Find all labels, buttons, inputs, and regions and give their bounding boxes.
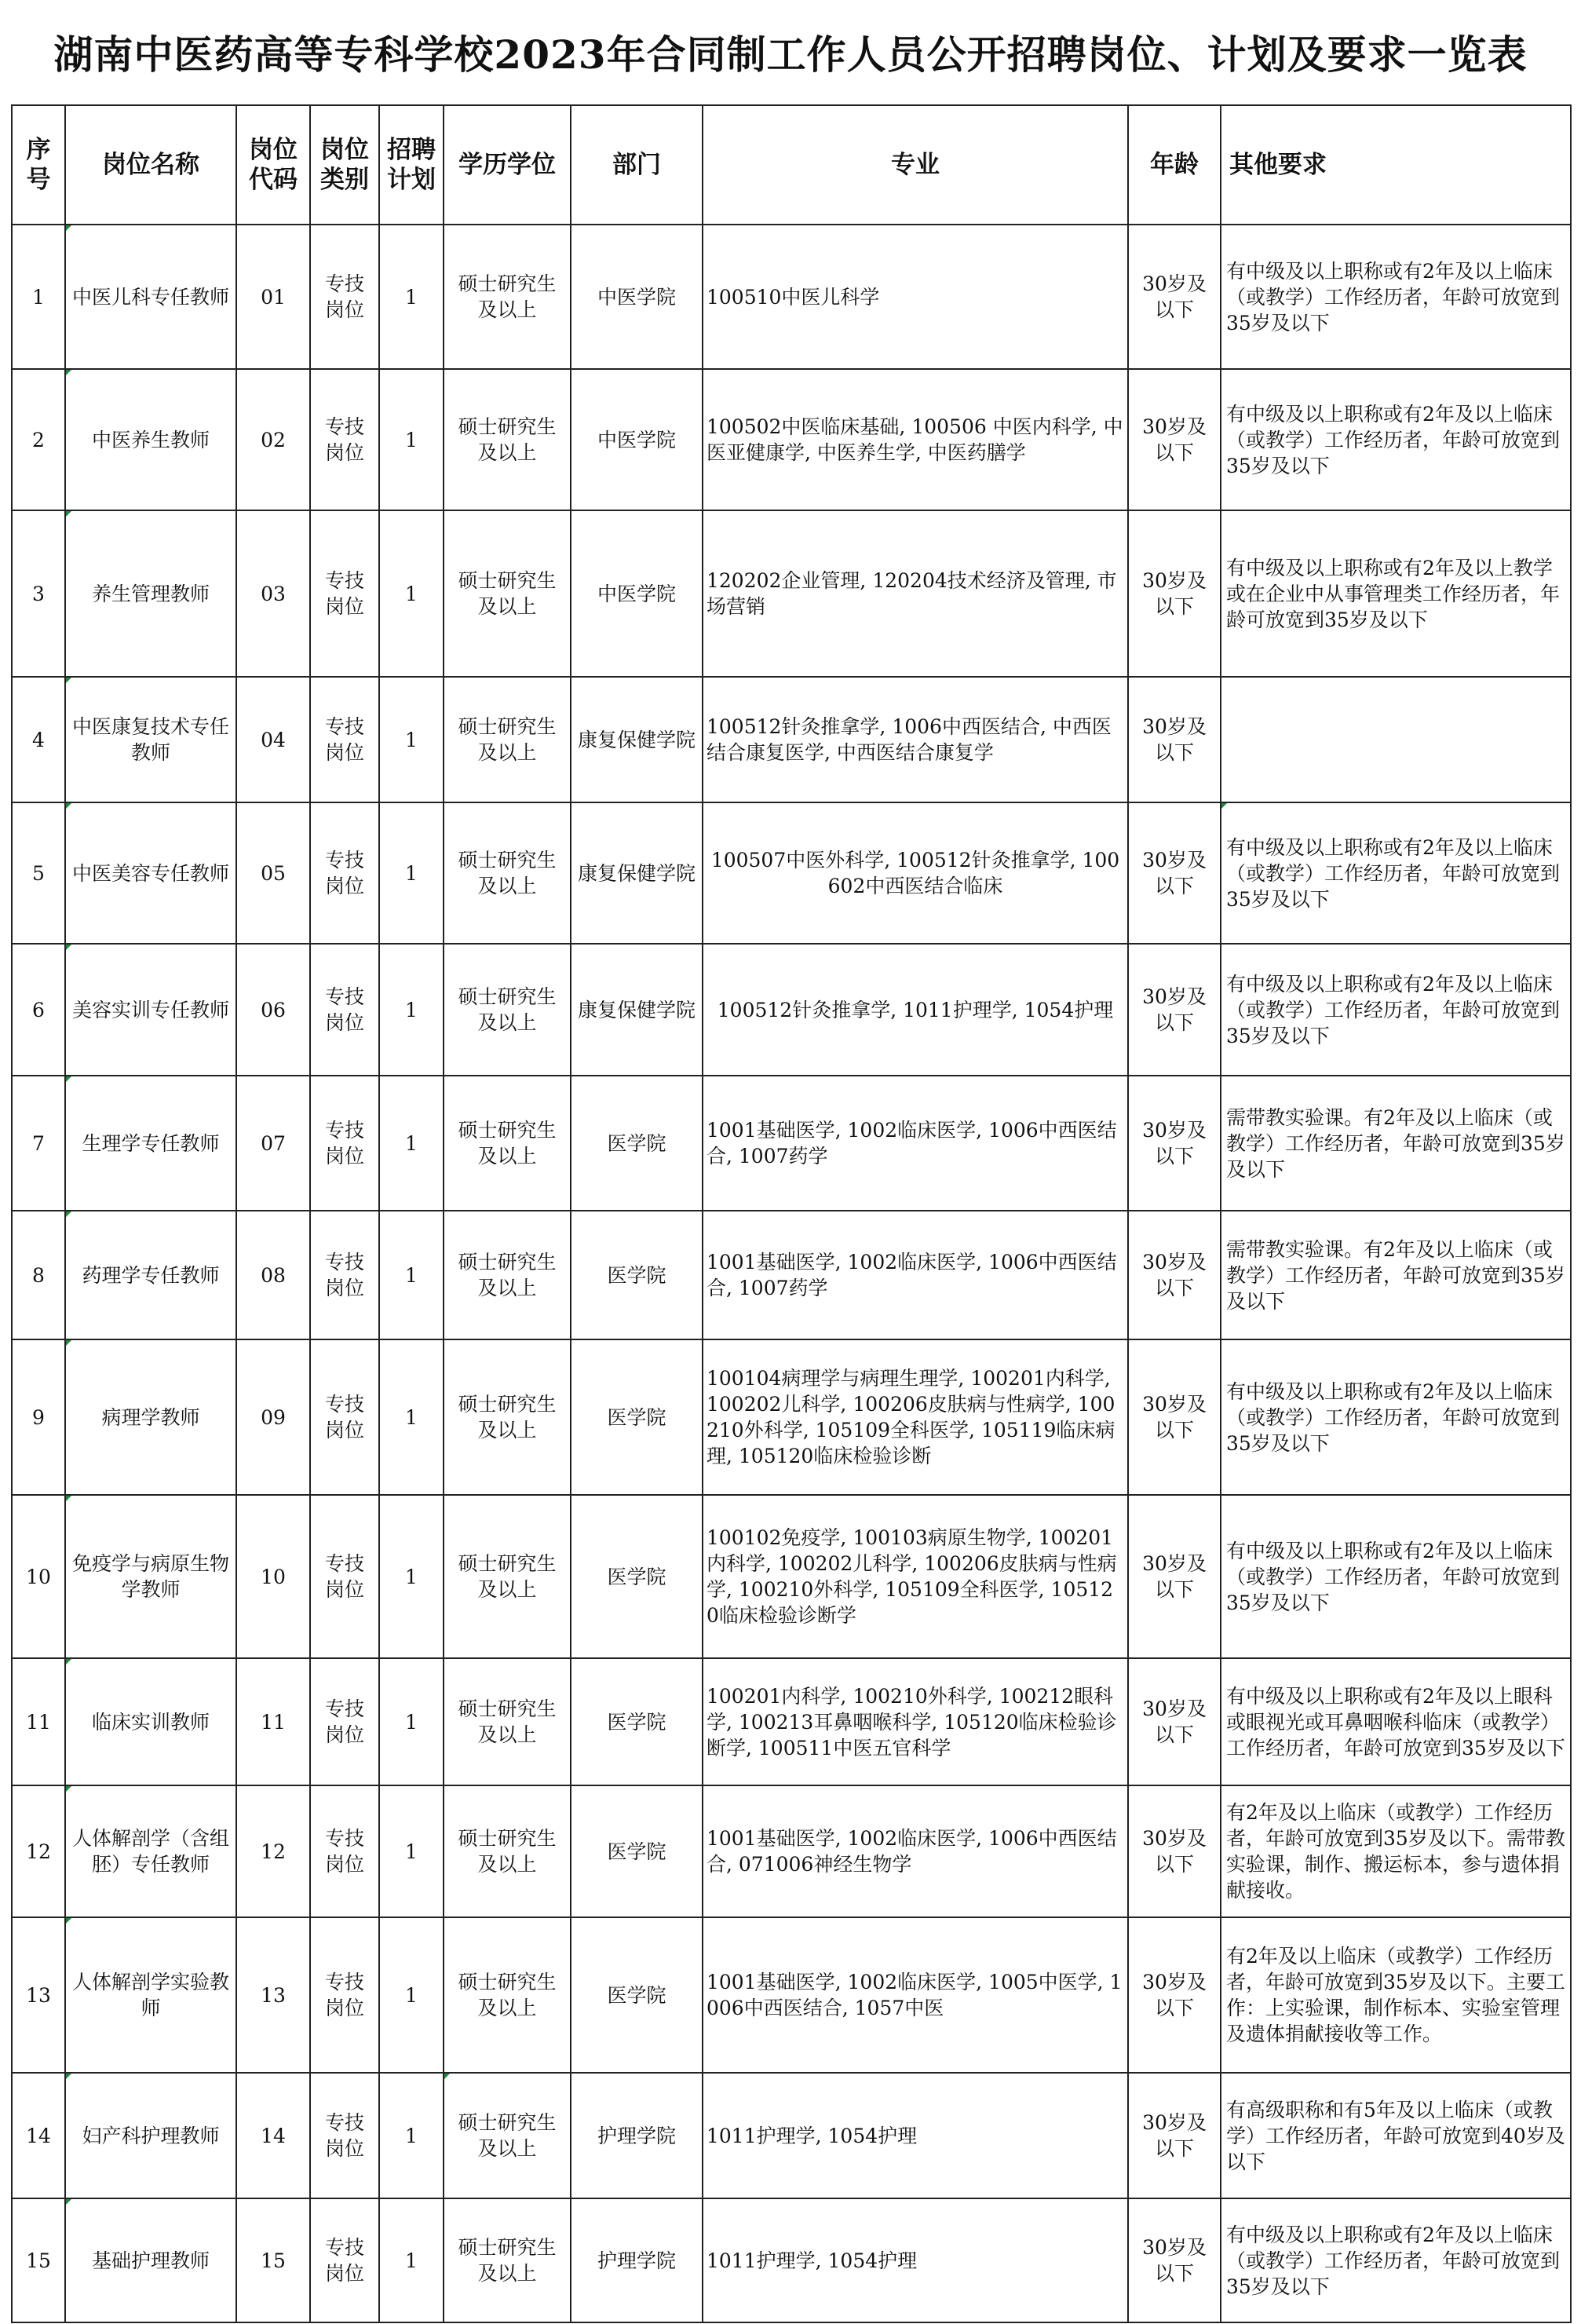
- cell-code: 15: [236, 2198, 310, 2322]
- cell-other: 有中级及以上职称或有2年及以上临床（或教学）工作经历者，年龄可放宽到35岁及以下: [1221, 369, 1571, 510]
- cell-dept: 中医学院: [571, 510, 703, 677]
- cell-dept: 医学院: [571, 1076, 703, 1211]
- cell-age: 30岁及以下: [1128, 1658, 1221, 1785]
- cell-dept: 护理学院: [571, 2198, 703, 2322]
- cell-name: 养生管理教师: [65, 510, 236, 677]
- cell-major: 100104病理学与病理生理学, 100201内科学, 100202儿科学, 100206皮肤病与性病学, 100210外科学, 105109全科医学, 105119临床病理, 105120临床检验诊断: [703, 1339, 1128, 1495]
- cell-seq: 4: [12, 677, 65, 802]
- table-row: [12, 802, 1571, 944]
- cell-plan: 1: [379, 2073, 444, 2198]
- cell-plan: 1: [379, 677, 444, 802]
- table-row: [12, 1339, 1571, 1495]
- header-dept: 部门: [571, 105, 703, 225]
- cell-major: 100512针灸推拿学, 1006中西医结合, 中西医结合康复医学, 中西医结合康复学: [703, 677, 1128, 802]
- cell-plan: 1: [379, 1917, 444, 2073]
- cell-seq: 2: [12, 369, 65, 510]
- cell-major: 100512针灸推拿学, 1011护理学, 1054护理: [703, 944, 1128, 1076]
- cell-name: 美容实训专任教师: [65, 944, 236, 1076]
- table-row: [12, 2073, 1571, 2198]
- cell-edu: 硕士研究生及以上: [444, 1076, 571, 1211]
- cell-plan: 1: [379, 1339, 444, 1495]
- header-edu: 学历学位: [444, 105, 571, 225]
- header-major: 专业: [703, 105, 1128, 225]
- cell-type: 专技岗位: [310, 1076, 379, 1211]
- cell-dept: 中医学院: [571, 225, 703, 369]
- cell-other: 需带教实验课。有2年及以上临床（或教学）工作经历者，年龄可放宽到35岁及以下: [1221, 1211, 1571, 1339]
- cell-seq: 15: [12, 2198, 65, 2322]
- cell-plan: 1: [379, 944, 444, 1076]
- cell-dept: 康复保健学院: [571, 944, 703, 1076]
- cell-age: 30岁及以下: [1128, 2198, 1221, 2322]
- table-row: [12, 510, 1571, 677]
- cell-name: 病理学教师: [65, 1339, 236, 1495]
- cell-edu: 硕士研究生及以上: [444, 1495, 571, 1658]
- cell-edu: 硕士研究生及以上: [444, 510, 571, 677]
- cell-other: 有中级及以上职称或有2年及以上教学或在企业中从事管理类工作经历者，年龄可放宽到35岁及以下: [1221, 510, 1571, 677]
- table-row: [12, 1785, 1571, 1917]
- cell-type: 专技岗位: [310, 677, 379, 802]
- cell-code: 13: [236, 1917, 310, 2073]
- cell-plan: 1: [379, 1495, 444, 1658]
- cell-seq: 8: [12, 1211, 65, 1339]
- cell-dept: 医学院: [571, 1785, 703, 1917]
- header-plan: 招聘计划: [379, 105, 444, 225]
- cell-age: 30岁及以下: [1128, 369, 1221, 510]
- cell-age: 30岁及以下: [1128, 1211, 1221, 1339]
- cell-dept: 康复保健学院: [571, 802, 703, 944]
- cell-plan: 1: [379, 1785, 444, 1917]
- cell-name: 免疫学与病原生物学教师: [65, 1495, 236, 1658]
- table-row: [12, 1495, 1571, 1658]
- cell-major: 100102免疫学, 100103病原生物学, 100201内科学, 100202儿科学, 100206皮肤病与性病学, 100210外科学, 105109全科医学, 105120临床检验诊断学: [703, 1495, 1128, 1658]
- cell-major: 1001基础医学, 1002临床医学, 1005中医学, 1006中西医结合, 1057中医: [703, 1917, 1128, 2073]
- cell-edu: 硕士研究生及以上: [444, 2073, 571, 2198]
- cell-code: 09: [236, 1339, 310, 1495]
- cell-age: 30岁及以下: [1128, 1076, 1221, 1211]
- cell-other: 有中级及以上职称或有2年及以上临床（或教学）工作经历者，年龄可放宽到35岁及以下: [1221, 944, 1571, 1076]
- table-row: [12, 2198, 1571, 2322]
- cell-seq: 10: [12, 1495, 65, 1658]
- cell-type: 专技岗位: [310, 1211, 379, 1339]
- cell-name: 药理学专任教师: [65, 1211, 236, 1339]
- table-row: [12, 1658, 1571, 1785]
- cell-plan: 1: [379, 2198, 444, 2322]
- cell-edu: 硕士研究生及以上: [444, 1211, 571, 1339]
- cell-other: 有高级职称和有5年及以上临床（或教学）工作经历者，年龄可放宽到40岁及以下: [1221, 2073, 1571, 2198]
- cell-code: 14: [236, 2073, 310, 2198]
- cell-code: 08: [236, 1211, 310, 1339]
- cell-plan: 1: [379, 1658, 444, 1785]
- table-row: [12, 1917, 1571, 2073]
- cell-seq: 7: [12, 1076, 65, 1211]
- cell-type: 专技岗位: [310, 225, 379, 369]
- cell-name: 妇产科护理教师: [65, 2073, 236, 2198]
- cell-other: 有中级及以上职称或有2年及以上眼科或眼视光或耳鼻咽喉科临床（或教学）工作经历者，年龄可放宽到35岁及以下: [1221, 1658, 1571, 1785]
- header-age: 年龄: [1128, 105, 1221, 225]
- cell-edu: 硕士研究生及以上: [444, 1658, 571, 1785]
- cell-type: 专技岗位: [310, 510, 379, 677]
- cell-name: 中医养生教师: [65, 369, 236, 510]
- cell-age: 30岁及以下: [1128, 677, 1221, 802]
- cell-other: 有中级及以上职称或有2年及以上临床（或教学）工作经历者，年龄可放宽到35岁及以下: [1221, 1339, 1571, 1495]
- header-code: 岗位代码: [236, 105, 310, 225]
- cell-other: 有中级及以上职称或有2年及以上临床（或教学）工作经历者，年龄可放宽到35岁及以下: [1221, 802, 1571, 944]
- cell-age: 30岁及以下: [1128, 225, 1221, 369]
- cell-age: 30岁及以下: [1128, 2073, 1221, 2198]
- cell-name: 中医儿科专任教师: [65, 225, 236, 369]
- cell-dept: 康复保健学院: [571, 677, 703, 802]
- cell-dept: 医学院: [571, 1495, 703, 1658]
- cell-age: 30岁及以下: [1128, 1785, 1221, 1917]
- cell-type: 专技岗位: [310, 369, 379, 510]
- cell-major: 1001基础医学, 1002临床医学, 1006中西医结合, 1007药学: [703, 1076, 1128, 1211]
- cell-dept: 中医学院: [571, 369, 703, 510]
- header-other: 其他要求: [1221, 105, 1571, 225]
- page-title: 湖南中医药高等专科学校2023年合同制工作人员公开招聘岗位、计划及要求一览表: [53, 31, 1528, 78]
- table-row: [12, 1211, 1571, 1339]
- cell-age: 30岁及以下: [1128, 1495, 1221, 1658]
- cell-seq: 6: [12, 944, 65, 1076]
- header-row: [12, 105, 1571, 225]
- cell-code: 05: [236, 802, 310, 944]
- cell-seq: 11: [12, 1658, 65, 1785]
- cell-name: 中医康复技术专任教师: [65, 677, 236, 802]
- cell-plan: 1: [379, 369, 444, 510]
- cell-other: 有中级及以上职称或有2年及以上临床（或教学）工作经历者，年龄可放宽到35岁及以下: [1221, 2198, 1571, 2322]
- header-name: 岗位名称: [65, 105, 236, 225]
- table-row: [12, 1076, 1571, 1211]
- cell-type: 专技岗位: [310, 1785, 379, 1917]
- cell-name: 临床实训教师: [65, 1658, 236, 1785]
- cell-edu: 硕士研究生及以上: [444, 2198, 571, 2322]
- cell-type: 专技岗位: [310, 802, 379, 944]
- cell-seq: 1: [12, 225, 65, 369]
- cell-edu: 硕士研究生及以上: [444, 1917, 571, 2073]
- cell-seq: 9: [12, 1339, 65, 1495]
- cell-name: 基础护理教师: [65, 2198, 236, 2322]
- cell-other: 有中级及以上职称或有2年及以上临床（或教学）工作经历者，年龄可放宽到35岁及以下: [1221, 1495, 1571, 1658]
- cell-seq: 3: [12, 510, 65, 677]
- table-row: [12, 944, 1571, 1076]
- cell-edu: 硕士研究生及以上: [444, 1339, 571, 1495]
- cell-code: 11: [236, 1658, 310, 1785]
- cell-dept: 医学院: [571, 1339, 703, 1495]
- cell-major: 120202企业管理, 120204技术经济及管理, 市场营销: [703, 510, 1128, 677]
- cell-type: 专技岗位: [310, 944, 379, 1076]
- cell-edu: 硕士研究生及以上: [444, 802, 571, 944]
- cell-dept: 医学院: [571, 1211, 703, 1339]
- cell-other: 有中级及以上职称或有2年及以上临床（或教学）工作经历者，年龄可放宽到35岁及以下: [1221, 225, 1571, 369]
- cell-code: 10: [236, 1495, 310, 1658]
- recruitment-table: [11, 104, 1572, 2323]
- header-seq: 序号: [12, 105, 65, 225]
- cell-seq: 5: [12, 802, 65, 944]
- cell-other: [1221, 677, 1571, 802]
- cell-major: 1001基础医学, 1002临床医学, 1006中西医结合, 1007药学: [703, 1211, 1128, 1339]
- cell-plan: 1: [379, 802, 444, 944]
- cell-other: 有2年及以上临床（或教学）工作经历者，年龄可放宽到35岁及以下。主要工作：上实验课，制作标本、实验室管理及遗体捐献接收等工作。: [1221, 1917, 1571, 2073]
- cell-edu: 硕士研究生及以上: [444, 369, 571, 510]
- cell-type: 专技岗位: [310, 1658, 379, 1785]
- cell-major: 100510中医儿科学: [703, 225, 1128, 369]
- cell-plan: 1: [379, 1076, 444, 1211]
- cell-name: 中医美容专任教师: [65, 802, 236, 944]
- cell-type: 专技岗位: [310, 1917, 379, 2073]
- cell-dept: 医学院: [571, 1917, 703, 2073]
- cell-major: 100201内科学, 100210外科学, 100212眼科学, 100213耳鼻咽喉科学, 105120临床检验诊断学, 100511中医五官科学: [703, 1658, 1128, 1785]
- cell-name: 人体解剖学实验教师: [65, 1917, 236, 2073]
- cell-name: 生理学专任教师: [65, 1076, 236, 1211]
- cell-major: 1001基础医学, 1002临床医学, 1006中西医结合, 071006神经生物学: [703, 1785, 1128, 1917]
- cell-type: 专技岗位: [310, 2198, 379, 2322]
- cell-code: 07: [236, 1076, 310, 1211]
- cell-code: 03: [236, 510, 310, 677]
- cell-code: 02: [236, 369, 310, 510]
- header-type: 岗位类别: [310, 105, 379, 225]
- cell-age: 30岁及以下: [1128, 1917, 1221, 2073]
- cell-age: 30岁及以下: [1128, 510, 1221, 677]
- cell-plan: 1: [379, 225, 444, 369]
- cell-code: 12: [236, 1785, 310, 1917]
- cell-age: 30岁及以下: [1128, 944, 1221, 1076]
- cell-age: 30岁及以下: [1128, 802, 1221, 944]
- cell-edu: 硕士研究生及以上: [444, 944, 571, 1076]
- cell-seq: 13: [12, 1917, 65, 2073]
- cell-type: 专技岗位: [310, 1339, 379, 1495]
- table-row: [12, 225, 1571, 369]
- cell-age: 30岁及以下: [1128, 1339, 1221, 1495]
- cell-seq: 12: [12, 1785, 65, 1917]
- cell-plan: 1: [379, 1211, 444, 1339]
- cell-plan: 1: [379, 510, 444, 677]
- cell-major: 1011护理学, 1054护理: [703, 2073, 1128, 2198]
- cell-code: 04: [236, 677, 310, 802]
- cell-edu: 硕士研究生及以上: [444, 225, 571, 369]
- cell-major: 100502中医临床基础, 100506 中医内科学, 中医亚健康学, 中医养生学, 中医药膳学: [703, 369, 1128, 510]
- cell-seq: 14: [12, 2073, 65, 2198]
- table-row: [12, 677, 1571, 802]
- cell-dept: 护理学院: [571, 2073, 703, 2198]
- cell-type: 专技岗位: [310, 2073, 379, 2198]
- cell-other: 有2年及以上临床（或教学）工作经历者，年龄可放宽到35岁及以下。需带教实验课，制作、搬运标本，参与遗体捐献接收。: [1221, 1785, 1571, 1917]
- cell-major: 1011护理学, 1054护理: [703, 2198, 1128, 2322]
- cell-type: 专技岗位: [310, 1495, 379, 1658]
- cell-code: 01: [236, 225, 310, 369]
- cell-name: 人体解剖学（含组胚）专任教师: [65, 1785, 236, 1917]
- cell-edu: 硕士研究生及以上: [444, 677, 571, 802]
- cell-edu: 硕士研究生及以上: [444, 1785, 571, 1917]
- table-row: [12, 369, 1571, 510]
- cell-major: 100507中医外科学, 100512针灸推拿学, 100602中西医结合临床: [703, 802, 1128, 944]
- cell-code: 06: [236, 944, 310, 1076]
- cell-other: 需带教实验课。有2年及以上临床（或教学）工作经历者，年龄可放宽到35岁及以下: [1221, 1076, 1571, 1211]
- cell-dept: 医学院: [571, 1658, 703, 1785]
